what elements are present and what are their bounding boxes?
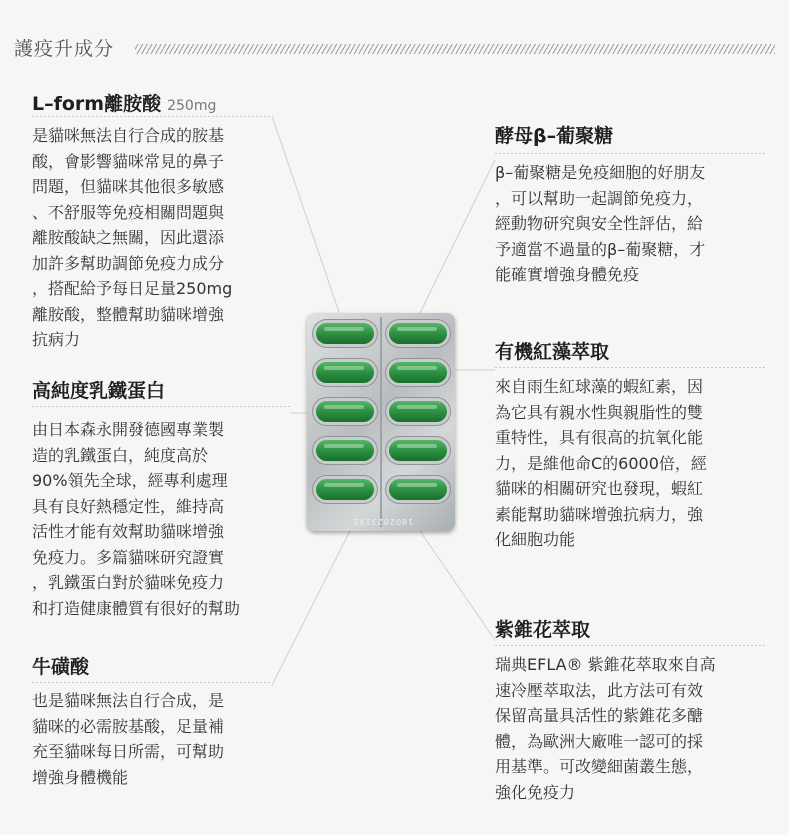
lform-heading <box>32 89 216 116</box>
echinacea-body <box>495 652 765 805</box>
echinacea-title: 紫錐花萃取 <box>495 619 591 641</box>
text-line: 強化免疫力 <box>495 782 576 802</box>
taurine-body <box>32 688 272 790</box>
lactoferrin-title: 高純度乳鐵蛋白 <box>32 380 166 402</box>
capsule <box>316 362 374 383</box>
text-line: 加許多幫助調節免疫力成分 <box>32 253 225 273</box>
text-line: 來自雨生紅球藻的蝦紅素，因 <box>495 377 704 396</box>
glucan-title: 酵母β–葡聚糖 <box>495 125 614 147</box>
lform-dose: 250mg <box>167 98 217 114</box>
text-line: 離胺酸缺之無關，因此還添 <box>32 228 225 247</box>
text-line: 力，是維他命C的6000倍，經 <box>495 453 707 473</box>
text-line: 速冷壓萃取法，此方法可有效 <box>495 680 704 700</box>
capsule <box>316 440 374 461</box>
text-line: β–葡聚糖是免疫細胞的好朋友 <box>495 163 706 182</box>
leader-line-echinacea <box>420 531 495 640</box>
leader-line-glucan <box>420 160 495 313</box>
text-line: 能確實增強身體免疫 <box>495 265 640 284</box>
blister-pack-image <box>307 313 455 531</box>
text-line: 充至貓咪每日所需，可幫助 <box>32 742 225 761</box>
capsule <box>389 479 447 500</box>
text-line: 具有良好熱穩定性，維持高 <box>32 496 225 516</box>
text-line: 問題，但貓咪其他很多敏感 <box>32 177 225 196</box>
text-line: ，可以幫助一起調節免疫力， <box>495 188 704 208</box>
lform-divider <box>32 116 272 117</box>
blister-imprint: 18020231XE <box>352 517 414 526</box>
text-line: 經動物研究與安全性評估，給 <box>495 214 704 233</box>
lactoferrin-body <box>32 417 292 621</box>
lform-title: L–form離胺酸 <box>32 93 162 115</box>
text-line: 是貓咪無法自行合成的胺基 <box>32 126 225 145</box>
capsule <box>389 323 447 344</box>
capsule <box>389 362 447 383</box>
capsule <box>316 401 374 422</box>
text-line: 保留高量具活性的紫錐花多醣 <box>495 706 704 725</box>
text-line: 抗病力 <box>32 330 81 349</box>
text-line: ，乳鐵蛋白對於貓咪免疫力 <box>32 573 225 592</box>
text-line: 用基準。可改變細菌叢生態， <box>495 757 704 776</box>
text-line: 、不舒服等免疫相關問題與 <box>32 202 225 222</box>
text-line: 也是貓咪無法自行合成，是 <box>32 691 225 710</box>
text-line: 化細胞功能 <box>495 530 576 549</box>
text-line: 素能幫助貓咪增強抗病力，強 <box>495 504 704 524</box>
capsule <box>389 401 447 422</box>
text-line: 重特性，具有很高的抗氧化能 <box>495 428 704 447</box>
echinacea-divider <box>495 645 765 646</box>
text-line: 增強身體機能 <box>32 767 129 787</box>
text-line: 酸，會影響貓咪常見的鼻子 <box>32 151 225 171</box>
text-line: 離胺酸，整體幫助貓咪增強 <box>32 304 225 324</box>
text-line: 為它具有親水性與親脂性的雙 <box>495 402 704 422</box>
text-line: 90%領先全球，經專利處理 <box>32 471 228 490</box>
header-title: 護疫升成分 <box>14 38 115 60</box>
glucan-divider <box>495 153 765 154</box>
leader-line-lform <box>272 116 340 315</box>
text-line: 體，為歐洲大廠唯一認可的採 <box>495 731 704 751</box>
algae-divider <box>495 367 765 368</box>
text-line: 予適當不過量的β–葡聚糖，才 <box>495 239 706 259</box>
capsule <box>316 479 374 500</box>
text-line: 和打造健康體質有很好的幫助 <box>32 598 241 618</box>
text-line: 造的乳鐵蛋白，純度高於 <box>32 445 209 465</box>
blister-seam <box>380 317 382 527</box>
taurine-divider <box>32 682 272 683</box>
algae-body <box>495 374 765 553</box>
taurine-title: 牛磺酸 <box>32 656 90 678</box>
text-line: 由日本森永開發德國專業製 <box>32 420 225 439</box>
lactoferrin-divider <box>32 406 290 407</box>
algae-title: 有機紅藻萃取 <box>495 341 610 363</box>
glucan-body <box>495 160 765 288</box>
text-line: 活性才能有效幫助貓咪增強 <box>32 522 225 541</box>
text-line: 瑞典EFLA® 紫錐花萃取來自高 <box>495 655 716 674</box>
text-line: 貓咪的必需胺基酸，足量補 <box>32 716 225 736</box>
capsule <box>316 323 374 344</box>
text-line: 貓咪的相關研究也發現，蝦紅 <box>495 479 704 498</box>
text-line: ，搭配給予每日足量250mg <box>32 279 233 298</box>
capsule <box>389 440 447 461</box>
text-line: 免疫力。多篇貓咪研究證實 <box>32 547 225 567</box>
lform-body <box>32 123 272 353</box>
